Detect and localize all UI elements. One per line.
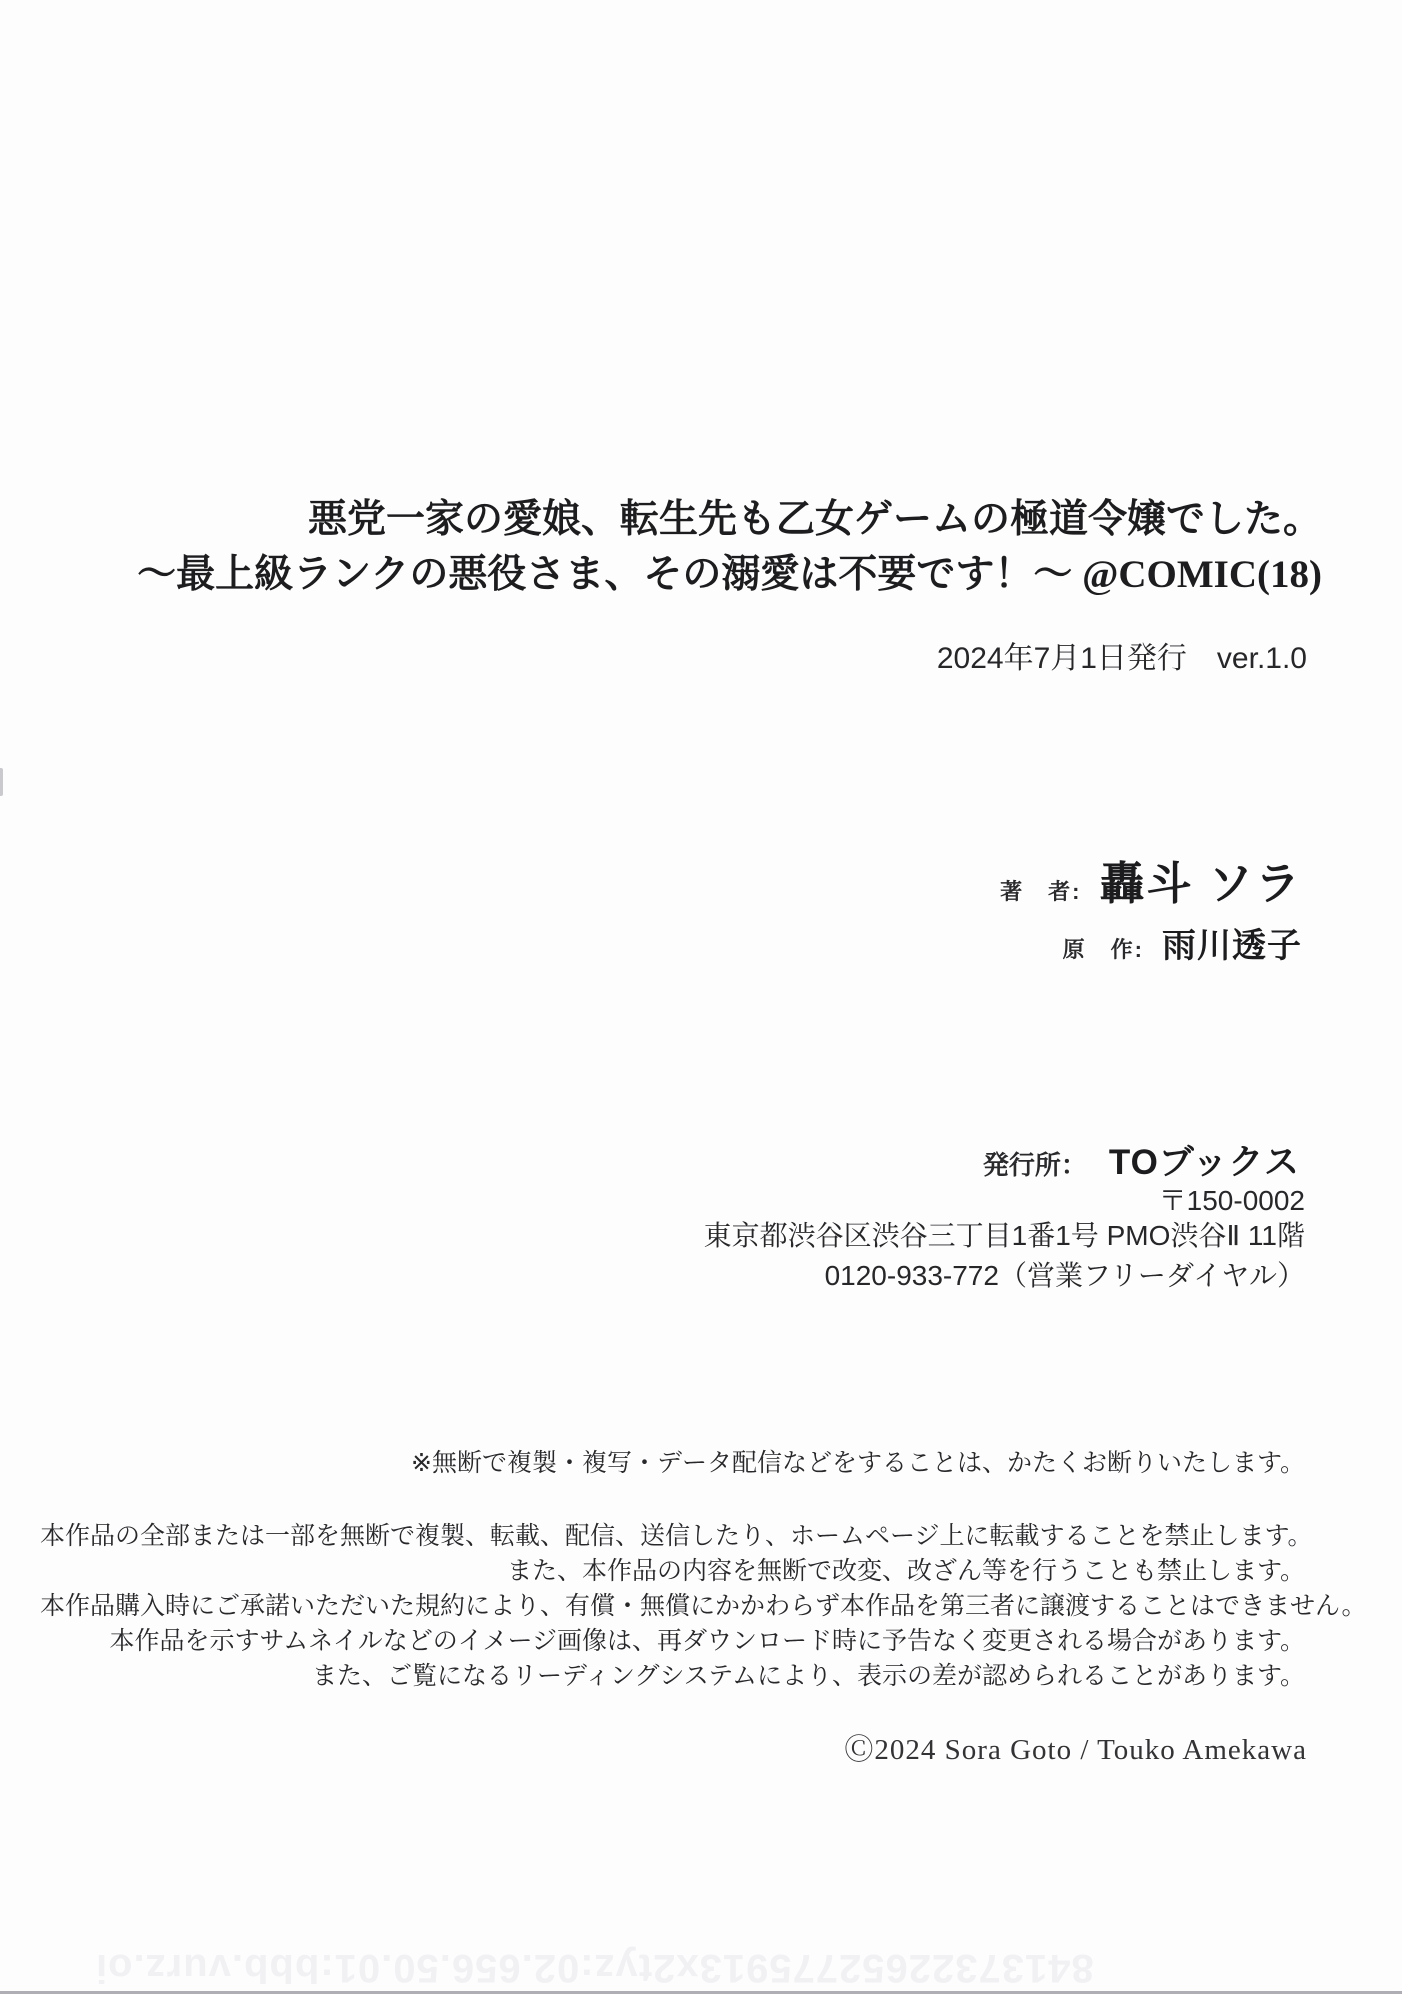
copyright-line: Ⓒ2024 Sora Goto / Touko Amekawa xyxy=(844,1734,1307,1766)
original-label: 原 作: xyxy=(1062,937,1144,962)
edition-date: 2024年7月1日発行 ver.1.0 xyxy=(936,642,1307,675)
book-title xyxy=(40,492,1322,602)
author-label: 著 者: xyxy=(1000,879,1082,904)
legal-line: また、ご覧になるリーディングシステムにより、表示の差が認められることがあります。 xyxy=(311,1662,1305,1690)
reproduction-notice: ※無断で複製・複写・データ配信などをすることは、かたくお断りいたします。 xyxy=(411,1449,1305,1477)
publisher-phone: 0120-933-772（営業フリーダイヤル） xyxy=(824,1260,1305,1291)
legal-line: 本作品を示すサムネイルなどのイメージ画像は、再ダウンロード時に予告なく変更される場合があります。 xyxy=(109,1627,1305,1655)
publisher-name: TOブックス xyxy=(1108,1143,1300,1182)
book-title-line2: ～最上級ランクの悪役さま、その溺愛は不要です！～ @COMIC(18) xyxy=(137,553,1322,596)
legal-line: また、本作品の内容を無断で改変、改ざん等を行うことも禁止します。 xyxy=(506,1557,1305,1585)
book-title-line1: 悪党一家の愛娘、転生先も乙女ゲームの極道令嬢でした。 xyxy=(307,498,1322,541)
author-name: 轟斗 ソラ xyxy=(1099,858,1302,909)
watermark-band xyxy=(0,1946,1402,1992)
legal-line: 本作品の全部または一部を無断で複製、転載、配信、送信したり、ホームページ上に転載することを禁止します。 xyxy=(40,1522,1313,1550)
watermark-text: 84137322652775913x2tyz:02.656.50.01:bbb.vurz.oi xyxy=(95,1946,1094,1990)
original-creator-row xyxy=(1063,918,1302,967)
legal-line: 本作品購入時にご承諾いただいた規約により、有償・無償にかかわらず本作品を第三者に譲渡することはできません。 xyxy=(40,1592,1367,1620)
author-row xyxy=(1000,847,1302,912)
publisher-postal-code: 〒150-0002 xyxy=(1158,1185,1305,1216)
original-name: 雨川透子 xyxy=(1162,927,1302,965)
page-edge-artifact xyxy=(0,768,3,796)
publisher-row xyxy=(983,1135,1300,1185)
publisher-label: 発行所： xyxy=(982,1150,1087,1180)
legal-text xyxy=(40,1519,1367,1694)
publisher-address: 東京都渋谷区渋谷三丁目1番1号 PMO渋谷Ⅱ 11階 xyxy=(703,1220,1305,1251)
